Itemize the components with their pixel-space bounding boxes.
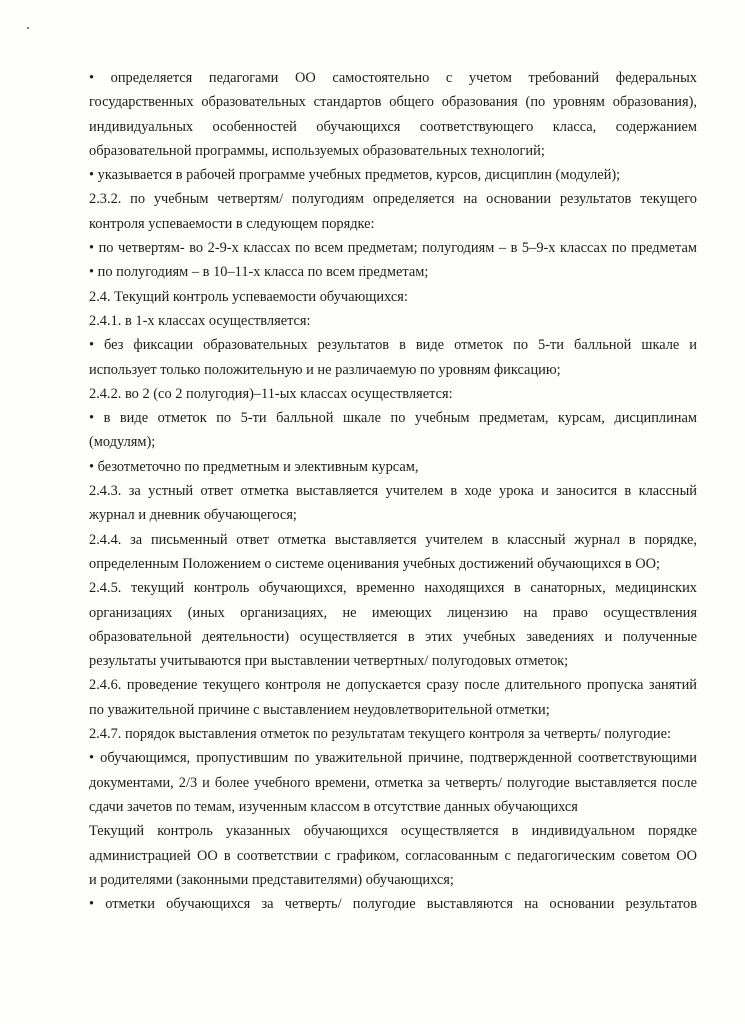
text-line: индивидуальных особенностей обучающихся соответствующего класса, содержанием — [89, 118, 697, 135]
text-line: 2.4.7. порядок выставления отметок по результатам текущего контроля за четверть/ полугодие: — [89, 726, 672, 743]
text-line: образовательной программы, используемых образовательных технологий; — [89, 142, 545, 159]
text-line: по уважительной причине с выставлением неудовлетворительной отметки; — [89, 701, 550, 718]
text-line: 2.4.2. во 2 (со 2 полугодия)–11-ых классах осуществляется: — [89, 385, 453, 402]
text-line: • определяется педагогами ОО самостоятельно с учетом требований федеральных — [89, 70, 697, 86]
text-line: 2.3.2. по учебным четвертям/ полугодиям определяется на основании результатов текущего — [89, 191, 697, 208]
text-line: сдачи зачетов по темам, изученным классом в отсутствие данных обучающихся — [89, 798, 578, 815]
text-line: • в виде отметок по 5-ти балльной шкале по учебным предметам, курсам, дисциплинам — [89, 410, 697, 427]
text-line: журнал и дневник обучающегося; — [89, 507, 297, 524]
text-line: организациях (иных организациях, не имеющих лицензию на право осуществления — [89, 604, 697, 621]
text-line: • без фиксации образовательных результатов в виде отметок по 5-ти балльной шкале и — [89, 337, 697, 354]
document-body — [89, 66, 697, 916]
text-line: • указывается в рабочей программе учебных предметов, курсов, дисциплин (модулей); — [89, 167, 621, 184]
text-line: 2.4. Текущий контроль успеваемости обучающихся: — [89, 288, 408, 305]
text-line: использует только положительную и не различаемую по уровням фиксацию; — [89, 361, 561, 378]
text-line: 2.4.4. за письменный ответ отметка выставляется учителем в классный журнал в порядке, — [89, 531, 697, 548]
text-line: (модулям); — [89, 434, 156, 451]
text-line: 2.4.3. за устный ответ отметка выставляется учителем в ходе урока и заносится в классный — [89, 483, 697, 500]
text-line: 2.4.6. проведение текущего контроля не допускается сразу после длительного пропуска занятий — [89, 677, 697, 694]
scan-speck — [27, 27, 29, 29]
text-line: • по полугодиям – в 10–11-х класса по всем предметам; — [89, 264, 429, 281]
text-line: администрацией ОО в соответствии с графиком, согласованным с педагогическим советом ОО — [89, 847, 697, 864]
text-line: 2.4.5. текущий контроль обучающихся, временно находящихся в санаторных, медицинских — [89, 580, 697, 597]
text-line: документами, 2/3 и более учебного времени, отметка за четверть/ полугодие выставляется после — [89, 774, 697, 791]
text-line: и родителями (законными представителями) обучающихся; — [89, 871, 454, 888]
text-line: результаты учитываются при выставлении четвертных/ полугодовых отметок; — [89, 653, 569, 670]
text-line: • отметки обучающихся за четверть/ полугодие выставляются на основании результатов — [89, 896, 697, 913]
text-line: 2.4.1. в 1-х классах осуществляется: — [89, 312, 311, 329]
text-line: образовательной деятельности) осуществляется в этих учебных заведениях и полученные — [89, 628, 697, 645]
text-line: контроля успеваемости в следующем порядке: — [89, 215, 375, 232]
text-line: • безотметочно по предметным и элективным курсам, — [89, 458, 419, 475]
text-line: государственных образовательных стандартов общего образования (по уровням образования), — [89, 94, 697, 111]
text-line: определенным Положением о системе оценивания учебных достижений обучающихся в ОО; — [89, 555, 661, 572]
text-line: • по четвертям- во 2-9-х классах по всем предметам; полугодиям – в 5–9-х классах по предметам — [89, 240, 697, 257]
text-line: Текущий контроль указанных обучающихся осуществляется в индивидуальном порядке — [89, 823, 697, 840]
text-line: • обучающимся, пропустившим по уважительной причине, подтвержденной соответствующими — [89, 750, 697, 767]
